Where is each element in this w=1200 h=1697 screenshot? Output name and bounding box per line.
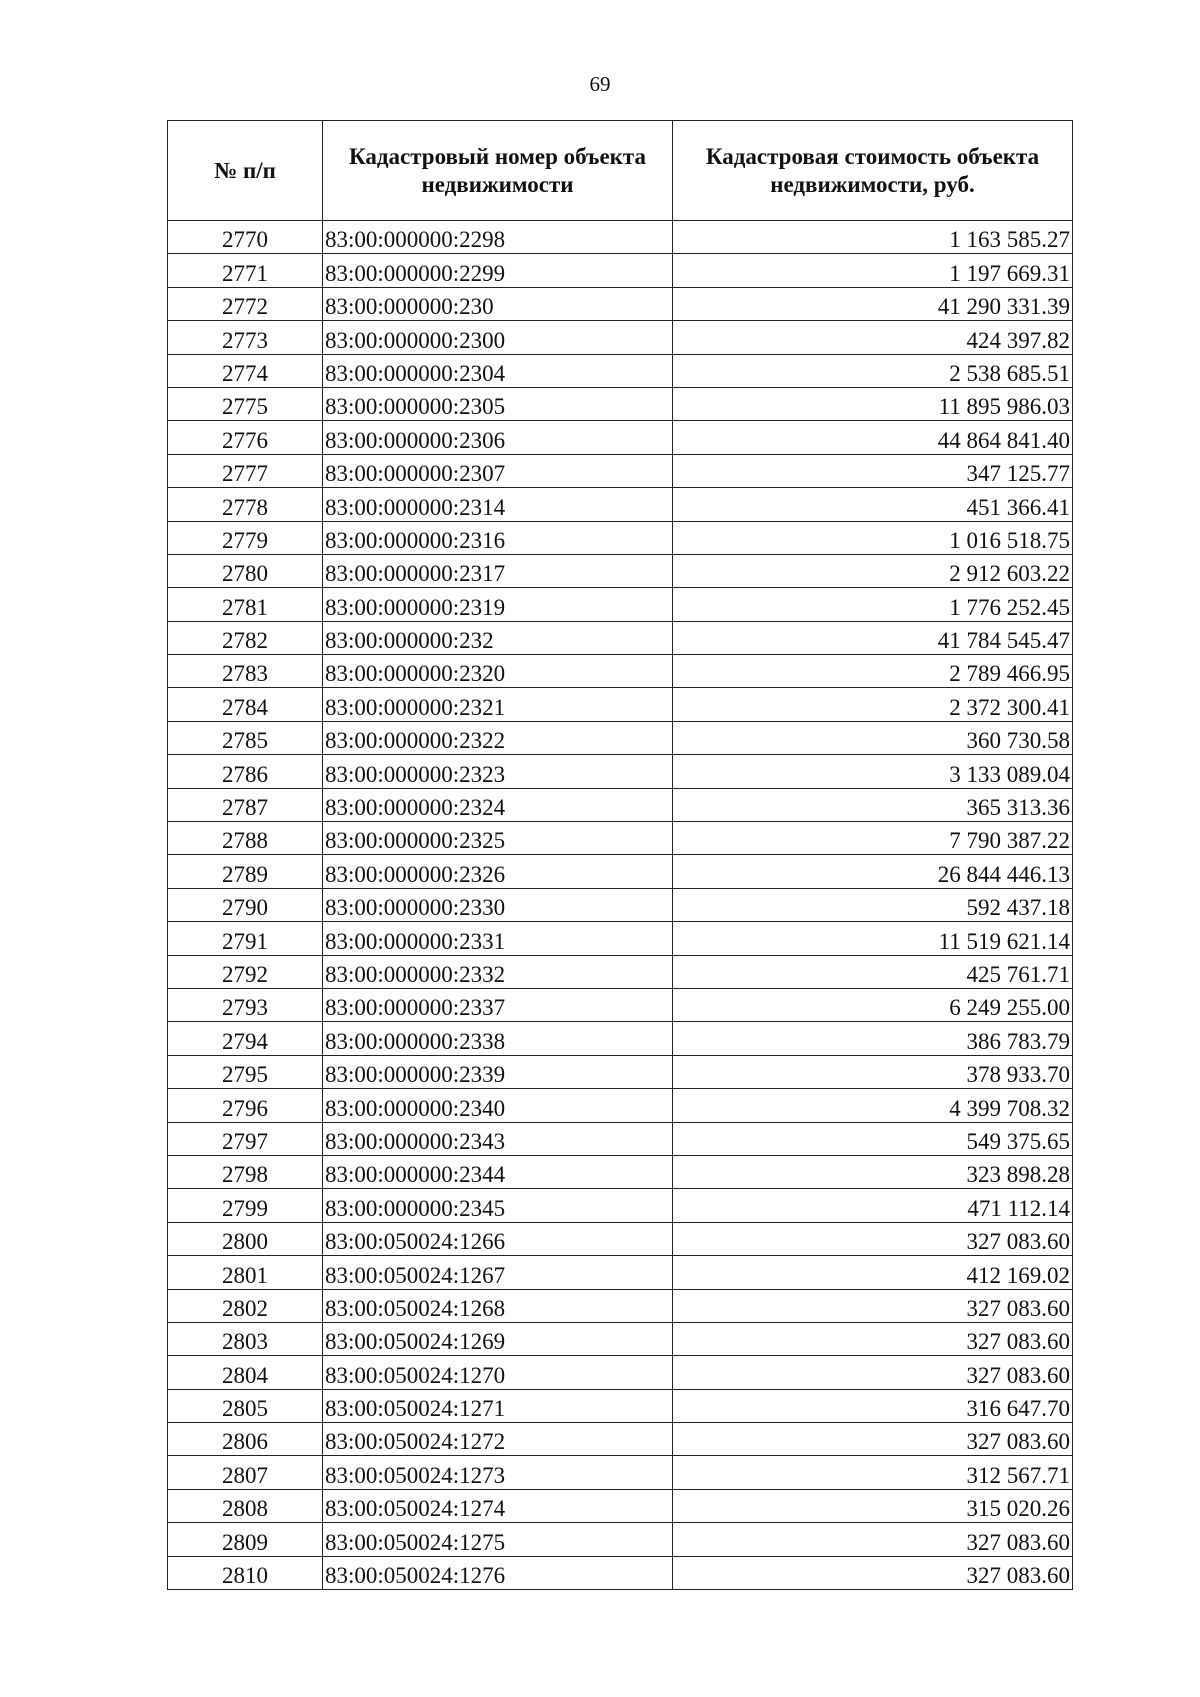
- cadastral-value-cell: 327 083.60: [673, 1523, 1073, 1556]
- row-number-cell: 2778: [168, 488, 323, 521]
- cadastral-number-cell: 83:00:000000:2305: [323, 387, 673, 420]
- cadastral-value-cell: 3 133 089.04: [673, 755, 1073, 788]
- cadastral-value-cell: 549 375.65: [673, 1122, 1073, 1155]
- table-row: [168, 1089, 1073, 1122]
- row-number-cell: 2786: [168, 755, 323, 788]
- row-number-cell: 2797: [168, 1122, 323, 1155]
- cadastral-number-cell: 83:00:000000:2322: [323, 721, 673, 754]
- cadastral-number-cell: 83:00:000000:230: [323, 287, 673, 320]
- row-number-cell: 2771: [168, 254, 323, 287]
- cadastral-number-cell: 83:00:050024:1269: [323, 1322, 673, 1355]
- table-row: [168, 321, 1073, 354]
- cadastral-number-cell: 83:00:000000:2339: [323, 1055, 673, 1088]
- table-row: [168, 1523, 1073, 1556]
- cadastral-value-cell: 2 538 685.51: [673, 354, 1073, 387]
- row-number-cell: 2780: [168, 554, 323, 587]
- cadastral-number-cell: 83:00:000000:2343: [323, 1122, 673, 1155]
- cadastral-value-cell: 7 790 387.22: [673, 822, 1073, 855]
- cadastral-value-cell: 1 197 669.31: [673, 254, 1073, 287]
- table-row: [168, 988, 1073, 1021]
- cadastral-number-cell: 83:00:000000:2338: [323, 1022, 673, 1055]
- row-number-cell: 2795: [168, 1055, 323, 1088]
- cadastral-value-cell: 425 761.71: [673, 955, 1073, 988]
- row-number-cell: 2770: [168, 221, 323, 254]
- cadastral-value-cell: 378 933.70: [673, 1055, 1073, 1088]
- table-row: [168, 521, 1073, 554]
- table-body: [168, 221, 1073, 1590]
- table-row: [168, 221, 1073, 254]
- cadastral-number-cell: 83:00:000000:232: [323, 621, 673, 654]
- cadastral-number-cell: 83:00:050024:1274: [323, 1489, 673, 1522]
- cadastral-value-cell: 4 399 708.32: [673, 1089, 1073, 1122]
- table-row: [168, 721, 1073, 754]
- cadastral-number-cell: 83:00:050024:1273: [323, 1456, 673, 1489]
- cadastral-value-cell: 11 895 986.03: [673, 387, 1073, 420]
- row-number-cell: 2796: [168, 1089, 323, 1122]
- row-number-cell: 2807: [168, 1456, 323, 1489]
- cadastral-number-cell: 83:00:000000:2324: [323, 788, 673, 821]
- cadastral-value-cell: 6 249 255.00: [673, 988, 1073, 1021]
- cadastral-value-cell: 386 783.79: [673, 1022, 1073, 1055]
- table-row: [168, 254, 1073, 287]
- row-number-cell: 2804: [168, 1356, 323, 1389]
- row-number-cell: 2801: [168, 1256, 323, 1289]
- cadastral-value-cell: 592 437.18: [673, 888, 1073, 921]
- cadastral-number-cell: 83:00:000000:2330: [323, 888, 673, 921]
- table-row: [168, 1456, 1073, 1489]
- cadastral-value-cell: 451 366.41: [673, 488, 1073, 521]
- cadastral-number-cell: 83:00:000000:2321: [323, 688, 673, 721]
- row-number-cell: 2785: [168, 721, 323, 754]
- table-row: [168, 554, 1073, 587]
- cadastral-number-cell: 83:00:050024:1267: [323, 1256, 673, 1289]
- table-row: [168, 922, 1073, 955]
- cadastral-number-cell: 83:00:050024:1276: [323, 1556, 673, 1589]
- row-number-cell: 2782: [168, 621, 323, 654]
- cadastral-number-cell: 83:00:000000:2304: [323, 354, 673, 387]
- table-row: [168, 1322, 1073, 1355]
- page-number: 69: [589, 72, 611, 96]
- cadastral-value-cell: 41 784 545.47: [673, 621, 1073, 654]
- cadastral-value-cell: 1 016 518.75: [673, 521, 1073, 554]
- cadastral-value-cell: 2 372 300.41: [673, 688, 1073, 721]
- cadastral-number-cell: 83:00:050024:1272: [323, 1423, 673, 1456]
- row-number-cell: 2790: [168, 888, 323, 921]
- cadastral-number-cell: 83:00:050024:1275: [323, 1523, 673, 1556]
- cadastral-number-cell: 83:00:050024:1271: [323, 1389, 673, 1422]
- row-number-cell: 2793: [168, 988, 323, 1021]
- table-row: [168, 688, 1073, 721]
- table-row: [168, 421, 1073, 454]
- table-row: [168, 488, 1073, 521]
- cadastral-number-cell: 83:00:050024:1268: [323, 1289, 673, 1322]
- table-row: [168, 855, 1073, 888]
- cadastral-value-cell: 471 112.14: [673, 1189, 1073, 1222]
- table-row: [168, 588, 1073, 621]
- row-number-cell: 2775: [168, 387, 323, 420]
- row-number-cell: 2788: [168, 822, 323, 855]
- cadastral-value-cell: 41 290 331.39: [673, 287, 1073, 320]
- table-row: [168, 1256, 1073, 1289]
- cadastral-value-cell: 316 647.70: [673, 1389, 1073, 1422]
- cadastral-number-cell: 83:00:000000:2299: [323, 254, 673, 287]
- table-row: [168, 1189, 1073, 1222]
- cadastral-value-cell: 323 898.28: [673, 1155, 1073, 1188]
- row-number-cell: 2800: [168, 1222, 323, 1255]
- table-row: [168, 755, 1073, 788]
- table-row: [168, 955, 1073, 988]
- row-number-cell: 2789: [168, 855, 323, 888]
- cadastral-number-cell: 83:00:000000:2306: [323, 421, 673, 454]
- cadastral-value-cell: 365 313.36: [673, 788, 1073, 821]
- table-row: [168, 1222, 1073, 1255]
- cadastral-number-cell: 83:00:000000:2326: [323, 855, 673, 888]
- cadastral-number-cell: 83:00:050024:1266: [323, 1222, 673, 1255]
- table-row: [168, 354, 1073, 387]
- header-num: № п/п: [168, 121, 323, 221]
- cadastral-number-cell: 83:00:000000:2345: [323, 1189, 673, 1222]
- row-number-cell: 2784: [168, 688, 323, 721]
- cadastral-number-cell: 83:00:000000:2325: [323, 822, 673, 855]
- cadastral-number-cell: 83:00:000000:2332: [323, 955, 673, 988]
- cadastral-value-cell: 347 125.77: [673, 454, 1073, 487]
- table-row: [168, 1155, 1073, 1188]
- header-cadastral-value: Кадастровая стоимость объекта недвижимости, руб.: [673, 121, 1073, 221]
- row-number-cell: 2810: [168, 1556, 323, 1589]
- row-number-cell: 2808: [168, 1489, 323, 1522]
- table-row: [168, 1556, 1073, 1589]
- cadastral-number-cell: 83:00:000000:2337: [323, 988, 673, 1021]
- table-row: [168, 1489, 1073, 1522]
- row-number-cell: 2791: [168, 922, 323, 955]
- cadastral-number-cell: 83:00:000000:2314: [323, 488, 673, 521]
- cadastral-number-cell: 83:00:000000:2316: [323, 521, 673, 554]
- cadastral-value-cell: 360 730.58: [673, 721, 1073, 754]
- cadastral-value-cell: 327 083.60: [673, 1356, 1073, 1389]
- table-row: [168, 621, 1073, 654]
- cadastral-value-cell: 1 163 585.27: [673, 221, 1073, 254]
- row-number-cell: 2809: [168, 1523, 323, 1556]
- row-number-cell: 2803: [168, 1322, 323, 1355]
- cadastral-value-cell: 327 083.60: [673, 1289, 1073, 1322]
- row-number-cell: 2776: [168, 421, 323, 454]
- cadastral-value-cell: 2 789 466.95: [673, 655, 1073, 688]
- cadastral-number-cell: 83:00:000000:2340: [323, 1089, 673, 1122]
- cadastral-number-cell: 83:00:000000:2300: [323, 321, 673, 354]
- cadastral-value-cell: 26 844 446.13: [673, 855, 1073, 888]
- cadastral-number-cell: 83:00:000000:2317: [323, 554, 673, 587]
- row-number-cell: 2772: [168, 287, 323, 320]
- row-number-cell: 2781: [168, 588, 323, 621]
- row-number-cell: 2806: [168, 1423, 323, 1456]
- row-number-cell: 2773: [168, 321, 323, 354]
- cadastral-value-cell: 315 020.26: [673, 1489, 1073, 1522]
- table-row: [168, 888, 1073, 921]
- table-row: [168, 1055, 1073, 1088]
- row-number-cell: 2777: [168, 454, 323, 487]
- cadastral-value-cell: 424 397.82: [673, 321, 1073, 354]
- table-row: [168, 287, 1073, 320]
- cadastral-value-cell: 2 912 603.22: [673, 554, 1073, 587]
- cadastral-value-table: [167, 120, 1073, 1590]
- row-number-cell: 2798: [168, 1155, 323, 1188]
- table-row: [168, 1122, 1073, 1155]
- row-number-cell: 2779: [168, 521, 323, 554]
- cadastral-number-cell: 83:00:000000:2320: [323, 655, 673, 688]
- table-row: [168, 655, 1073, 688]
- table-row: [168, 387, 1073, 420]
- cadastral-value-cell: 412 169.02: [673, 1256, 1073, 1289]
- cadastral-number-cell: 83:00:000000:2298: [323, 221, 673, 254]
- table-row: [168, 1389, 1073, 1422]
- table-row: [168, 1022, 1073, 1055]
- row-number-cell: 2787: [168, 788, 323, 821]
- header-cadastral-number: Кадастровый номер объекта недвижимости: [323, 121, 673, 221]
- cadastral-number-cell: 83:00:000000:2319: [323, 588, 673, 621]
- table-row: [168, 788, 1073, 821]
- row-number-cell: 2774: [168, 354, 323, 387]
- cadastral-value-cell: 312 567.71: [673, 1456, 1073, 1489]
- row-number-cell: 2805: [168, 1389, 323, 1422]
- cadastral-value-cell: 327 083.60: [673, 1322, 1073, 1355]
- table-row: [168, 1289, 1073, 1322]
- cadastral-value-cell: 327 083.60: [673, 1423, 1073, 1456]
- row-number-cell: 2794: [168, 1022, 323, 1055]
- cadastral-value-cell: 327 083.60: [673, 1556, 1073, 1589]
- cadastral-number-cell: 83:00:000000:2307: [323, 454, 673, 487]
- table-row: [168, 454, 1073, 487]
- table-row: [168, 822, 1073, 855]
- header-row: [168, 121, 1073, 221]
- row-number-cell: 2799: [168, 1189, 323, 1222]
- cadastral-value-cell: 11 519 621.14: [673, 922, 1073, 955]
- row-number-cell: 2783: [168, 655, 323, 688]
- cadastral-value-cell: 44 864 841.40: [673, 421, 1073, 454]
- row-number-cell: 2802: [168, 1289, 323, 1322]
- cadastral-number-cell: 83:00:050024:1270: [323, 1356, 673, 1389]
- cadastral-number-cell: 83:00:000000:2323: [323, 755, 673, 788]
- table-row: [168, 1423, 1073, 1456]
- cadastral-value-cell: 327 083.60: [673, 1222, 1073, 1255]
- cadastral-number-cell: 83:00:000000:2331: [323, 922, 673, 955]
- row-number-cell: 2792: [168, 955, 323, 988]
- cadastral-number-cell: 83:00:000000:2344: [323, 1155, 673, 1188]
- table-row: [168, 1356, 1073, 1389]
- table-header: [168, 121, 1073, 221]
- cadastral-value-cell: 1 776 252.45: [673, 588, 1073, 621]
